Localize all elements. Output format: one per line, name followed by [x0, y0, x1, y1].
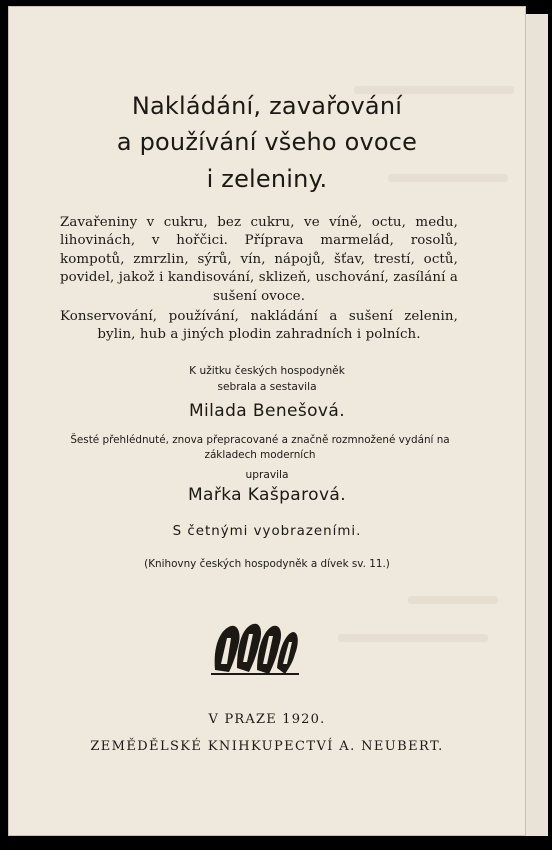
revised-by-line: upravila	[245, 469, 289, 481]
title-line-2: a používání všeho ovoce	[116, 128, 418, 156]
title-page	[8, 6, 526, 836]
title-line-3: i zeleniny.	[206, 165, 328, 193]
illustrations-note: S četnými vyobrazeními.	[172, 524, 362, 539]
publisher-name: ZEMĚDĚLSKÉ KNIHKUPECTVÍ A. NEUBERT.	[90, 739, 444, 754]
publisher-logo	[207, 618, 303, 678]
compiled-for-line: K užitku českých hospodyněk	[189, 365, 345, 377]
edition-note: Šesté přehlédnuté, znova přepracované a značně rozmnožené vydání na základech moderních	[70, 434, 450, 461]
contents-paragraph-vegetables: Konservování, používání, nakládání a sušení zelenin, bylin, hub a jiných plodin zahradních i polních.	[60, 309, 458, 343]
contents-paragraph-fruit: Zavařeniny v cukru, bez cukru, ve víně, octu, medu, lihovinách, v hořčici. Příprava marmelád, rosolů, kompotů, zmrzlin, sýrů, vín, nápojů, šťav, trestí, octů, povidel, jakož i kandisování, sklizeň, uschování, zasílání a sušení ovoce.	[60, 215, 458, 304]
place-and-year: V PRAZE 1920.	[208, 712, 326, 727]
author-name: Milada Benešová.	[188, 401, 346, 421]
compiled-by-line: sebrala a sestavila	[217, 381, 317, 393]
show-through-mark	[408, 596, 498, 604]
title-line-1: Nakládání, zavařování	[131, 92, 403, 120]
editor-name: Mařka Kašparová.	[187, 485, 347, 505]
series-note: (Knihovny českých hospodyněk a dívek sv. 11.)	[144, 558, 390, 570]
show-through-mark	[338, 634, 488, 642]
page-content	[8, 6, 526, 836]
